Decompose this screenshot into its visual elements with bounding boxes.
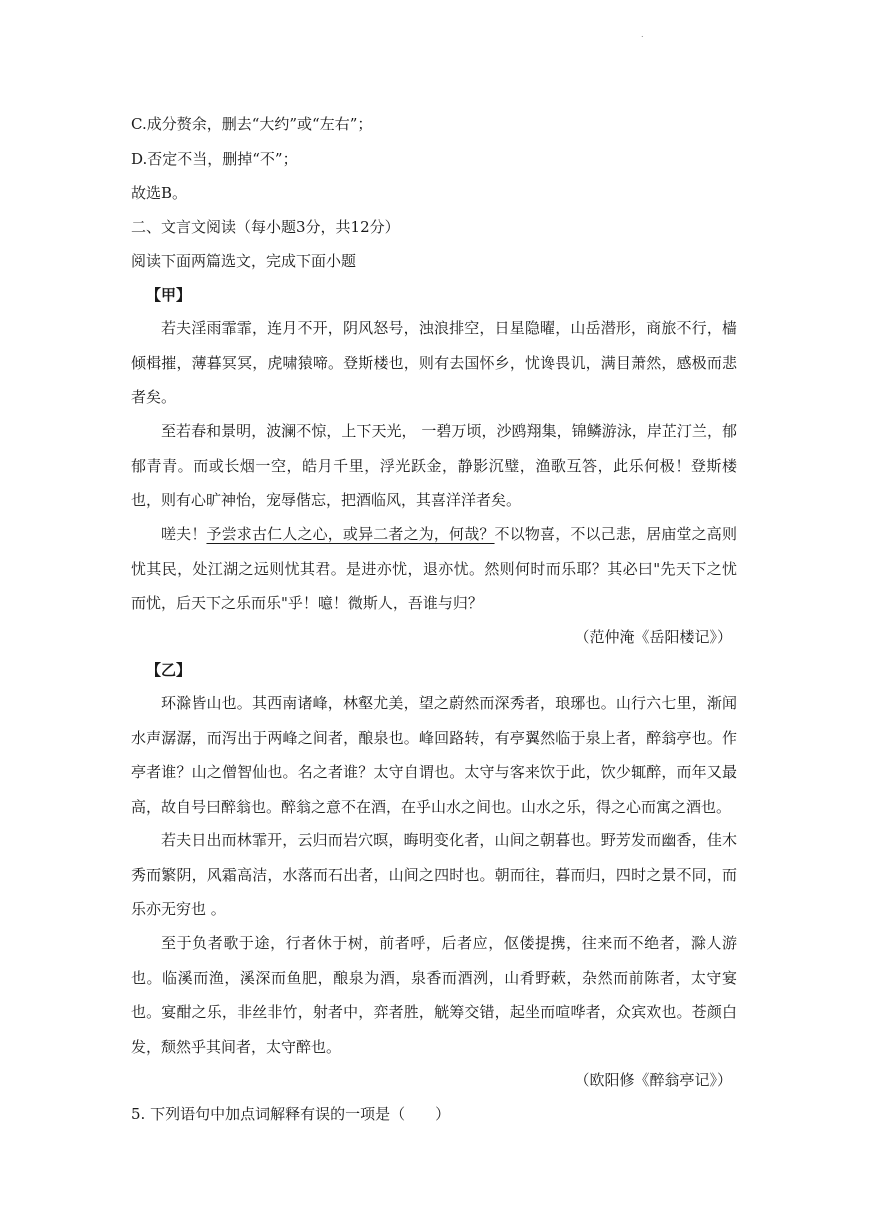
passage-yi-paragraph-2: 若夫日出而林霏开，云归而岩穴暝，晦明变化者，山间之朝暮也。野芳发而幽香，佳木秀而繁阴，风霜高洁，水落而石出者，山间之四时也。朝而往，暮而归，四时之景不同，而乐亦无穷也 。: [131, 831, 737, 918]
passage-jia-paragraph-2: 至若春和景明，波澜不惊，上下天光， 一碧万顷，沙鸥翔集，锦鳞游泳，岸芷汀兰，郁郁青青。而或长烟一空，皓月千里，浮光跃金，静影沉璧，渔歌互答，此乐何极！登斯楼也，则有心旷神怡，宠辱偕忘，把酒临风，其喜洋洋者矣。: [131, 422, 737, 509]
question-5: 5. 下列语句中加点词解释有误的一项是（ ）: [131, 1105, 451, 1123]
passage-jia-paragraph-3: [131, 517, 737, 621]
passage-yi-paragraph-1: 环滁皆山也。其西南诸峰，林壑尤美，望之蔚然而深秀者，琅琊也。山行六七里，渐闻水声潺潺，而泻出于两峰之间者，酿泉也。峰回路转，有亭翼然临于泉上者，醉翁亭也。作亭者谁？山之僧智仙也。名之者谁？太守自谓也。太守与客来饮于此，饮少辄醉，而年又最高，故自号曰醉翁也。醉翁之意不在酒，在乎山水之间也。山水之乐，得之心而寓之酒也。: [131, 694, 737, 816]
page-dot: .: [641, 30, 644, 39]
passage-jia-source: （范仲淹《岳阳楼记》）: [574, 628, 732, 646]
answer-option-c: C.成分赘余，删去“大约”或“左右”；: [131, 115, 373, 133]
underlined-sentence: 予尝求古仁人之心，或异二者之为，何哉？: [206, 525, 495, 543]
passage-jia-paragraph-1: 若夫淫雨霏霏，连月不开，阴风怒号，浊浪排空，日星隐曜，山岳潜形，商旅不行，樯倾楫摧，薄暮冥冥，虎啸猿啼。登斯楼也，则有去国怀乡，忧谗畏讥，满目萧然，感极而悲者矣。: [131, 319, 737, 406]
passage-yi-source: （欧阳修《醉翁亭记》）: [574, 1071, 732, 1089]
passage-yi-label: 【乙】: [146, 661, 192, 679]
answer-option-d: D.否定不当，删掉“不”；: [131, 150, 298, 168]
section-instruction: 阅读下面两篇选文，完成下面小题: [131, 252, 357, 270]
passage-yi-paragraph-3: 至于负者歌于途，行者休于树，前者呼，后者应，伛偻提携，往来而不绝者，滁人游也。临溪而渔，溪深而鱼肥，酿泉为酒，泉香而酒洌，山肴野蔌，杂然而前陈者，太守宴也。宴酣之乐，非丝非竹，射者中，弈者胜，觥筹交错，起坐而喧哗者，众宾欢也。苍颜白发，颓然乎其间者，太守醉也。: [131, 934, 737, 1056]
section-title: 二、文言文阅读（每小题3分，共12分）: [131, 218, 400, 236]
passage-jia-p3-rest: 不以物喜，不以己悲，居庙堂之高则忧其民，处江湖之远则忧其君。是进亦忧，退亦忧。然则何时而乐耶？其必曰"先天下之忧而忧，后天下之乐而乐"乎！噫！微斯人，吾谁与归？: [131, 525, 737, 612]
passage-jia-p3-start: 嗟夫！: [161, 525, 207, 543]
passage-jia-label: 【甲】: [146, 286, 192, 304]
answer-conclusion: 故选B。: [131, 184, 188, 202]
